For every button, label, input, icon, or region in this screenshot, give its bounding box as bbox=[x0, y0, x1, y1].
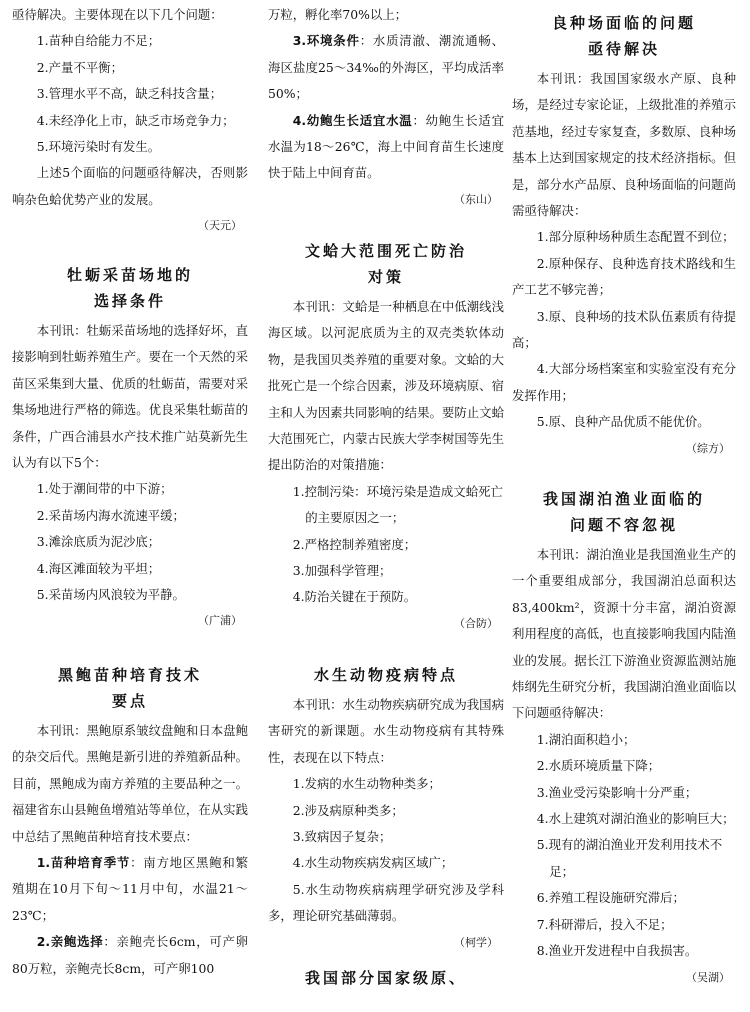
seed-item-4: 4.大部分场档案室和实验室没有充分发挥作用； bbox=[512, 361, 736, 403]
column-2 bbox=[268, 0, 504, 1012]
seed-item-1: 1.部分原种场种质生态配置不到位； bbox=[536, 229, 735, 245]
clam-item-4: 4.防治关键在于预防。 bbox=[292, 589, 417, 605]
abalone-point-2 bbox=[12, 929, 248, 982]
source-tag: （柯学） bbox=[454, 935, 498, 949]
article-body: 本刊讯：黑鲍原系皱纹盘鲍和日本盘鲍的杂交后代。黑鲍是新引进的养殖新品种。目前，黑鲍成为南方养殖的主要品种之一。福建省东山县鲍鱼增殖站等单位，在从实践中总结了黑鲍苗种培育技术要点： bbox=[12, 723, 248, 844]
intro-lead: 亟待解决。主要体现在以下几个问题： bbox=[12, 7, 223, 22]
source-tag: （综方） bbox=[686, 441, 730, 455]
oyster-item-2: 2.采苗场内海水流速平缓； bbox=[36, 507, 185, 523]
article-title-line-2: 选择条件 bbox=[93, 292, 166, 310]
point-text: ：幼鲍生长适宜水温为18～26℃，海上中间育苗生长速度快于陆上中间育苗。 bbox=[268, 112, 504, 181]
clam-item-1: 1.控制污染：环境污染是造成文蛤死亡的主要原因之一； bbox=[292, 483, 503, 526]
oyster-item-3: 3.滩涂底质为泥沙底； bbox=[36, 534, 161, 550]
point-text: ：水质清澈、潮流通畅、海区盐度25～34‰的外海区，平均成活率50%； bbox=[268, 33, 504, 102]
intro-item-1: 1.苗种自给能力不足； bbox=[36, 33, 161, 49]
lake-item-4: 4.水上建筑对湖泊渔业的影响巨大； bbox=[536, 811, 735, 827]
article-title: 水生动物疫病特点 bbox=[313, 666, 458, 684]
article-title-line-2: 对策 bbox=[367, 268, 404, 286]
lake-item-2: 2.水质环境质量下降； bbox=[536, 758, 661, 774]
article-title: 文蛤大范围死亡防治 bbox=[304, 242, 467, 260]
point-label: 2.亲鲍选择 bbox=[36, 934, 104, 950]
seed-item-5: 5.原、良种产品优质不能优价。 bbox=[536, 414, 710, 430]
article-title: 我国部分国家级原、 bbox=[304, 969, 467, 987]
article-body: 本刊讯：我国国家级水产原、良种场，是经过专家论证，上级批准的养殖示范基地，经过专家复查，多数原、良种场基本上达到国家规定的技术经济指标。但是，部分水产品原、良种场面临的问题尚需亟待解决： bbox=[512, 71, 736, 219]
seed-item-2: 2.原种保存、良种选育技术路线和生产工艺不够完善； bbox=[512, 255, 736, 298]
lake-item-6: 6.养殖工程设施研究滞后； bbox=[536, 890, 685, 906]
lake-item-3: 3.渔业受污染影响十分严重； bbox=[536, 784, 698, 800]
abalone-point-4 bbox=[268, 108, 504, 187]
point-label: 3.环境条件 bbox=[292, 33, 360, 49]
article-title-line-2: 要点 bbox=[111, 692, 148, 710]
oyster-item-1: 1.处于潮间带的中下游； bbox=[36, 481, 173, 497]
article-title: 牡蛎采苗场地的 bbox=[66, 266, 193, 284]
lake-item-5: 5.现有的湖泊渔业开发利用技术不足； bbox=[536, 837, 723, 879]
article-body: 本刊讯：湖泊渔业是我国渔业生产的一个重要组成部分，我国湖泊总面积达83,400km²，资源十分丰富，湖泊资源利用程度的高低，也直接影响我国内陆渔业的发展。据长江下游渔业资源监测站施炜纲先生研究分析，我国湖泊渔业面临以下问题亟待解决： bbox=[512, 547, 736, 721]
abalone-point-1 bbox=[12, 850, 248, 929]
article-body: 本刊讯：文蛤是一种栖息在中低潮线浅海区域。以河泥底质为主的双壳类软体动物，是我国贝类养殖的重要对象。文蛤的大批死亡是一个综合因素，涉及环境病原、宿主和人为因素共同影响的结果。要防止文蛤大范围死亡，内蒙古民族大学李树国等先生提出防治的对策措施： bbox=[268, 299, 504, 473]
source-tag: （天元） bbox=[198, 219, 242, 233]
disease-item-5: 5.水生动物疾病病理学研究涉及学科多，理论研究基础薄弱。 bbox=[268, 881, 504, 924]
article-body: 本刊讯：水生动物疾病研究成为我国病害研究的新课题。水生动物疫病有其特殊性，表现在以下特点： bbox=[268, 697, 504, 765]
article-body: 本刊讯：牡蛎采苗场地的选择好坏，直接影响到牡蛎养殖生产。要在一个天然的采苗区采集到大量、优质的牡蛎苗，需要对采集场地进行严格的筛选。优良采集牡蛎苗的条件，广西合浦县水产技术推广站莫新先生认为有以下5个： bbox=[12, 323, 248, 471]
disease-item-2: 2.涉及病原种类多； bbox=[292, 802, 404, 818]
article-aquatic-disease bbox=[268, 662, 504, 954]
clam-item-3: 3.加强科学管理； bbox=[292, 563, 392, 579]
article-title-line-2: 问题不容忽视 bbox=[569, 516, 678, 534]
source-tag: （吴湖） bbox=[686, 970, 730, 984]
source-tag: （广浦） bbox=[198, 614, 242, 628]
point-text: ：亲鲍壳长6cm，可产卵80万粒，亲鲍壳长8cm，可产卵100 bbox=[12, 934, 248, 976]
article-lake-fishery bbox=[512, 486, 736, 989]
article-title: 黑鲍苗种培育技术 bbox=[57, 666, 202, 684]
article-seed-farms bbox=[512, 10, 736, 460]
article-abalone bbox=[12, 662, 248, 982]
lake-item-8: 8.渔业开发进程中自我损害。 bbox=[536, 943, 698, 959]
source-tag: （合防） bbox=[454, 616, 498, 630]
article-oyster bbox=[12, 262, 248, 632]
seed-item-3: 3.原、良种场的技术队伍素质有待提高； bbox=[512, 308, 736, 351]
oyster-item-4: 4.海区滩面较为平坦； bbox=[36, 560, 161, 576]
point-label: 1.苗种培育季节 bbox=[36, 855, 131, 871]
article-abalone-continued bbox=[268, 2, 504, 211]
lake-item-7: 7.科研滞后，投入不足； bbox=[536, 916, 673, 932]
oyster-item-5: 5.采苗场内风浪较为平静。 bbox=[36, 587, 185, 603]
article-continuation-clam bbox=[12, 2, 248, 237]
source-tag: （东山） bbox=[454, 192, 498, 206]
next-article-title bbox=[268, 965, 504, 991]
point-text: ：南方地区黑鲍和繁殖期在10月下旬～11月中旬，水温21～23℃； bbox=[12, 855, 248, 923]
disease-item-4: 4.水生动物疾病发病区域广； bbox=[292, 855, 454, 871]
intro-close: 上述5个面临的问题亟待解决，否则影响杂色蛤优势产业的发展。 bbox=[12, 165, 248, 207]
intro-item-5: 5.环境污染时有发生。 bbox=[36, 139, 161, 155]
abalone-point-3 bbox=[268, 28, 504, 107]
intro-item-3: 3.管理水平不高，缺乏科技含量； bbox=[36, 86, 223, 102]
article-title: 我国湖泊渔业面临的 bbox=[542, 490, 705, 508]
intro-item-2: 2.产量不平衡； bbox=[36, 59, 123, 75]
lake-item-1: 1.湖泊面积趋小； bbox=[536, 731, 636, 747]
point-label: 4.幼鲍生长适宜水温 bbox=[292, 112, 413, 128]
continued-line: 万粒，孵化率70%以上； bbox=[268, 7, 408, 22]
disease-item-1: 1.发病的水生动物种类多； bbox=[292, 776, 441, 792]
column-3 bbox=[512, 0, 736, 1012]
article-title-line-2: 亟待解决 bbox=[587, 40, 660, 58]
article-clam bbox=[268, 238, 504, 635]
clam-item-2: 2.严格控制养殖密度； bbox=[292, 536, 417, 552]
intro-item-4: 4.未经净化上市，缺乏市场竞争力； bbox=[36, 112, 235, 128]
article-title: 良种场面临的问题 bbox=[551, 14, 696, 32]
disease-item-3: 3.致病因子复杂； bbox=[292, 829, 392, 845]
column-1 bbox=[12, 0, 248, 1012]
